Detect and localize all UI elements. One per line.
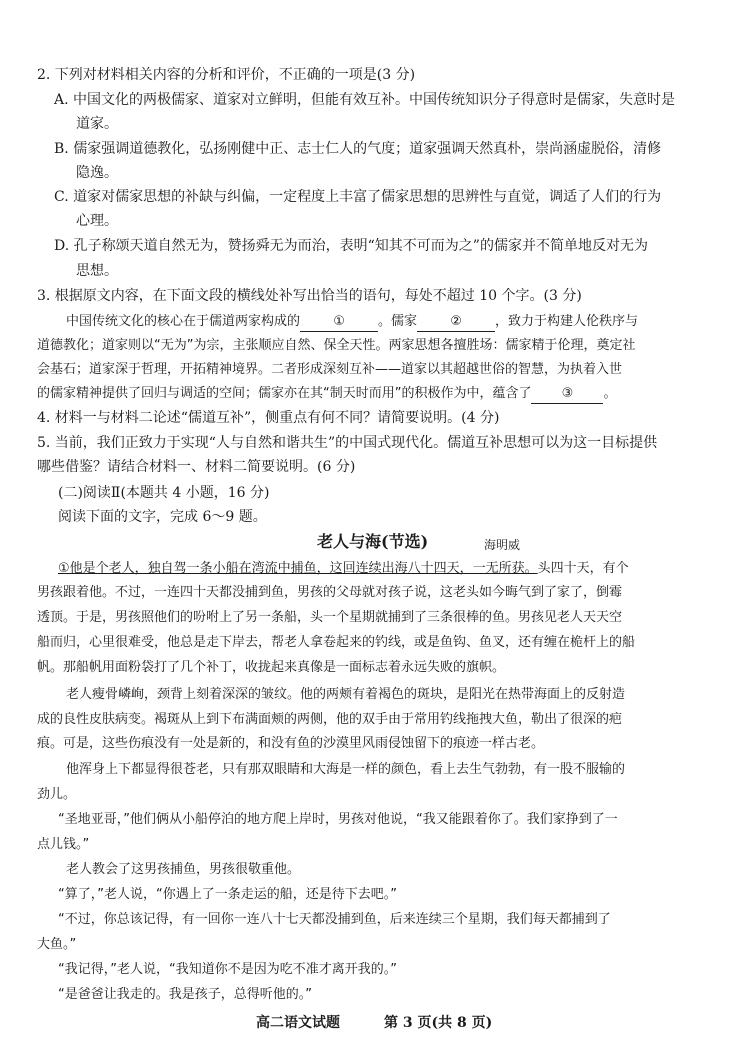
q3-text: 。儒家 bbox=[378, 314, 418, 329]
passage-line: “圣地亚哥，”他们俩从小船停泊的地方爬上岸时，男孩对他说，“我又能跟着你了。我们家挣到了一 bbox=[58, 812, 618, 827]
q3-stem: 3. 根据原文内容，在下面文段的横线处补写出恰当的语句，每处不超过 10 个字。(3 分) bbox=[37, 288, 582, 304]
q3-text: 的儒家精神提供了回归与调适的空间；儒家亦在其“制天时而用”的积极作为中，蕴含了 bbox=[37, 386, 532, 401]
q2-option-c: C. 道家对儒家思想的补缺与纠偏，一定程度上丰富了儒家思想的思辨性与直觉，调适了人们的行为 bbox=[54, 189, 662, 205]
passage-line: “算了，”老人说，“你遇上了一条走运的船，还是待下去吧。” bbox=[58, 887, 397, 902]
q3-text: 。 bbox=[603, 386, 617, 401]
footer-page-number: 第 3 页(共 8 页) bbox=[384, 1015, 493, 1031]
section-instruction: 阅读下面的文字，完成 6～9 题。 bbox=[58, 509, 267, 525]
q2-option-b-cont: 隐逸。 bbox=[76, 165, 118, 181]
passage-line: 大鱼。” bbox=[37, 937, 77, 952]
passage-line: 劲儿。 bbox=[37, 787, 77, 802]
q2-option-d: D. 孔子称颂天道自然无为，赞扬舜无为而治，表明“知其不可而为之”的儒家并不简单地反对无为 bbox=[54, 238, 648, 254]
q2-option-a: A. 中国文化的两极儒家、道家对立鲜明，但能有效互补。中国传统知识分子得意时是儒家，失意时是 bbox=[54, 92, 676, 108]
q3-line-4 bbox=[37, 385, 617, 404]
passage-line: 成的良性皮肤病变。褐斑从上到下布满面颊的两侧，他的双手由于常用钓线拖拽大鱼，勒出了很深的疤 bbox=[37, 712, 623, 727]
passage-line: “是爸爸让我走的。我是孩子，总得听他的。” bbox=[58, 987, 312, 1002]
section-heading: (二)阅读Ⅱ(本题共 4 小题，16 分) bbox=[58, 485, 270, 501]
q2-option-c-cont: 心理。 bbox=[76, 213, 118, 229]
q4-stem: 4. 材料一与材料二论述“儒道互补”，侧重点有何不同？请简要说明。(4 分) bbox=[37, 410, 500, 426]
q3-line-3: 会基石；道家深于哲理，开拓精神境界。二者形成深刻互补——道家以其超越世俗的智慧，为执着入世 bbox=[37, 362, 623, 377]
q3-blank-3: ③ bbox=[531, 385, 603, 404]
q3-blank-2: ② bbox=[417, 313, 495, 332]
q2-option-a-cont: 道家。 bbox=[76, 116, 118, 132]
q3-text: ，致力于构建人伦秩序与 bbox=[495, 314, 639, 329]
passage-line: 痕。可是，这些伤痕没有一处是新的，和没有鱼的沙漠里风雨侵蚀留下的痕迹一样古老。 bbox=[37, 736, 545, 751]
q3-line-1 bbox=[66, 313, 638, 332]
q5-stem: 5. 当前，我们正致力于实现“人与自然和谐共生”的中国式现代化。儒道互补思想可以为这一目标提供 bbox=[37, 435, 658, 451]
passage-line: “我记得，”老人说，“我知道你不是因为吃不准才离开我的。” bbox=[58, 962, 397, 977]
passage-title: 老人与海(节选) bbox=[317, 532, 429, 551]
underlined-sentence: ①他是个老人，独自驾一条小船在湾流中捕鱼，这回连续出海八十四天，一无所获。 bbox=[58, 561, 538, 576]
passage-line: 他浑身上下都显得很苍老，只有那双眼睛和大海是一样的颜色，看上去生气勃勃，有一股不服输的 bbox=[66, 762, 626, 777]
q3-line-2: 道德教化；道家则以“无为”为宗，主张顺应自然、保全天性。两家思想各擅胜场：儒家精于伦理，奠定社 bbox=[37, 338, 636, 353]
q2-option-d-cont: 思想。 bbox=[76, 263, 118, 279]
passage-line: 老人教会了这男孩捕鱼，男孩很敬重他。 bbox=[66, 862, 301, 877]
passage-line bbox=[58, 560, 629, 578]
passage-line: 老人瘦骨嶙峋，颈背上刻着深深的皱纹。他的两颊有着褐色的斑块，是阳光在热带海面上的反射造 bbox=[66, 687, 626, 702]
q2-option-b: B. 儒家强调道德教化，弘扬刚健中正、志士仁人的气度；道家强调天然真朴，崇尚涵虚脱俗，清修 bbox=[54, 141, 662, 157]
q3-blank-1: ① bbox=[300, 313, 378, 332]
passage-line: 帆。那船帆用面粉袋打了几个补丁，收拢起来真像是一面标志着永远失败的旗帜。 bbox=[37, 660, 506, 675]
footer-subject: 高二语文试题 bbox=[256, 1015, 340, 1031]
q3-text: 中国传统文化的核心在于儒道两家构成的 bbox=[66, 314, 301, 329]
passage-author: 海明威 bbox=[484, 538, 521, 552]
passage-line: “不过，你总该记得，有一回你一连八十七天都没捕到鱼，后来连续三个星期，我们每天都捕到了 bbox=[58, 912, 611, 927]
passage-line: 透顶。于是，男孩照他们的吩咐上了另一条船，头一个星期就捕到了三条很棒的鱼。男孩见老人天天空 bbox=[37, 610, 623, 625]
passage-line: 点儿钱。” bbox=[37, 837, 90, 852]
passage-line: 船而归，心里很难受，他总是走下岸去，帮老人拿卷起来的钓线，或是鱼钩、鱼叉，还有缠在桅杆上的船 bbox=[37, 635, 636, 650]
passage-text: 头四十天，有个 bbox=[537, 561, 629, 576]
q2-stem: 2. 下列对材料相关内容的分析和评价，不正确的一项是(3 分) bbox=[37, 67, 416, 83]
q5-stem-cont: 哪些借鉴？请结合材料一、材料二简要说明。(6 分) bbox=[37, 459, 356, 475]
passage-line: 男孩跟着他。不过，一连四十天都没捕到鱼，男孩的父母就对孩子说，这老头如今晦气到了家了，倒霉 bbox=[37, 585, 623, 600]
